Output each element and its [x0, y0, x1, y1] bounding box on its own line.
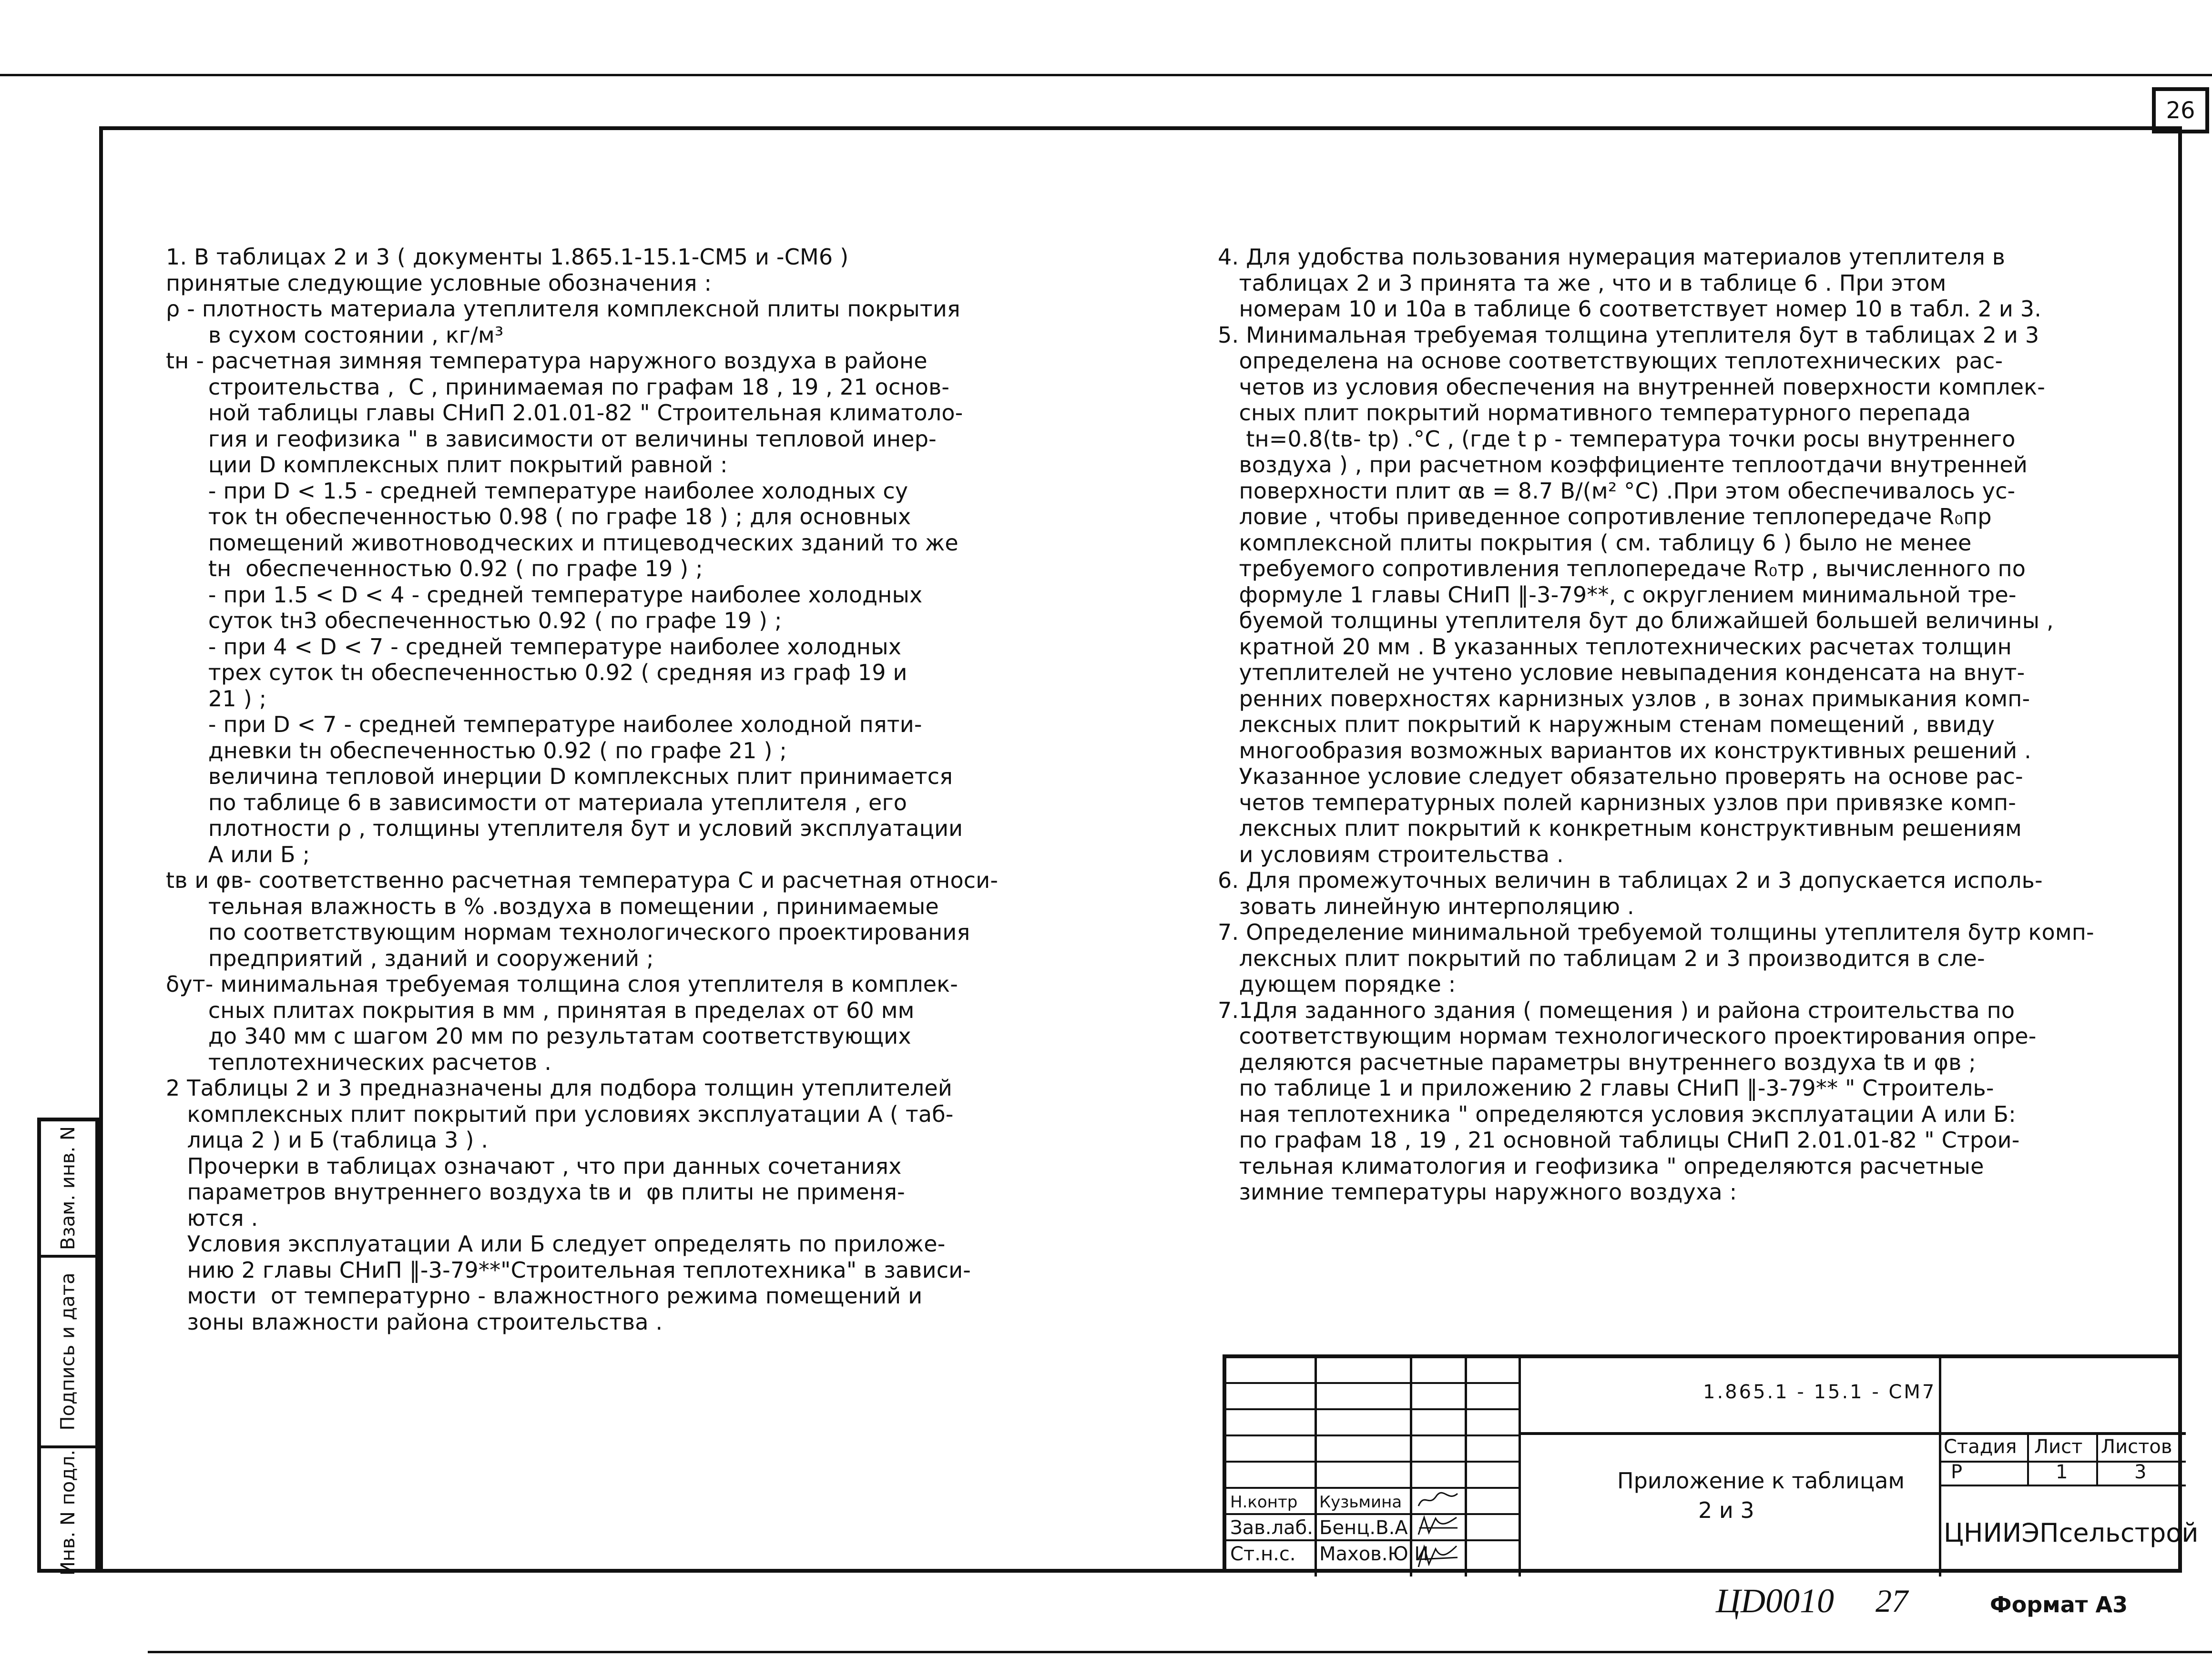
bottom-rule	[148, 1651, 2212, 1653]
right-note-line: 7. Определение минимальной требуемой толщины утеплителя δутр комп-	[1218, 919, 2094, 945]
right-note-line: tн=0.8(tв- tр) .°С , (где t р - температура точки росы внутреннего	[1218, 426, 2016, 452]
left-note-line: 1. В таблицах 2 и 3 ( документы 1.865.1-15.1-СМ5 и -СМ6 )	[166, 244, 849, 270]
left-note-line: δут- минимальная требуемая толщина слоя утеплителя в комплек-	[166, 971, 958, 997]
left-note-line: принятыe следующие условные обозначения :	[166, 270, 712, 296]
left-note-line: гия и геофизика " в зависимости от величины тепловой инер-	[166, 426, 937, 452]
role-stns: Ст.н.с.	[1230, 1543, 1296, 1565]
right-note-line: формуле 1 главы СНиП ‖-3-79**, с округлением минимальной тре-	[1218, 581, 2017, 608]
right-note-line: зимние температуры наружного воздуха :	[1218, 1179, 1737, 1205]
organization: ЦНИИЭПсельстрой	[1944, 1518, 2199, 1548]
side-label-vzam: Взам. инв. N	[57, 1126, 79, 1250]
side-cell-vzam	[41, 1121, 95, 1255]
left-note-line: ются .	[166, 1205, 258, 1231]
right-note-line: ная теплотехника " определяются условия эксплуатации А или Б:	[1218, 1101, 2016, 1127]
left-note-line: нию 2 главы СНиП ‖-3-79**"Строительная теплотехника" в зависи-	[166, 1257, 971, 1283]
signature-3	[1415, 1540, 1462, 1574]
left-note-line: ной таблицы главы СНиП 2.01.01-82 " Строительная климатоло-	[166, 400, 963, 426]
left-note-line: по таблице 6 в зависимости от материала утеплителя , его	[166, 789, 907, 815]
left-note-line: дневки tн обеспеченностью 0.92 ( по графе 21 ) ;	[166, 737, 787, 763]
side-cell-podpis	[41, 1255, 95, 1445]
right-note-line: таблицах 2 и 3 принята та же , что и в таблице 6 . При этом	[1218, 270, 1947, 296]
left-note-line: теплотехнических расчетов .	[166, 1049, 552, 1075]
right-note-line: определена на основе соответствующих теплотехнических рас-	[1218, 348, 2003, 374]
right-note-line: по таблице 1 и приложению 2 главы СНиП ‖-3-79** " Строитель-	[1218, 1075, 1994, 1101]
right-note-line: комплексной плиты покрытия ( см. таблицу 6 ) было не менее	[1218, 529, 1972, 556]
signature-1	[1415, 1488, 1462, 1512]
paper-format: Формат А3	[1990, 1592, 2128, 1617]
left-note-line: тельная влажность в % .воздуха в помещении , принимаемые	[166, 893, 939, 919]
left-note-line: tв и φв- соответственно расчетная температура С и расчетная относи-	[166, 867, 999, 893]
stamp-title-line1: Приложение к таблицам	[1617, 1468, 1905, 1494]
right-notes-column	[1218, 244, 2094, 1205]
side-cell-inv	[41, 1445, 95, 1577]
right-note-line: 7.1Для заданного здания ( помещения ) и района строительства по	[1218, 997, 2015, 1023]
sheet-value: 1	[2056, 1461, 2068, 1483]
right-note-line: четов температурных полей карнизных узлов при привязке комп-	[1218, 789, 2017, 815]
left-note-line: ρ - плотность материала утеплителя комплексной плиты покрытия	[166, 296, 960, 322]
archive-number: ЦD0010	[1716, 1582, 1834, 1620]
binding-strip	[37, 1118, 99, 1576]
left-note-line: величина тепловой инерции D комплексных плит принимается	[166, 763, 953, 789]
right-note-line: ловие , чтобы приведенное сопротивление теплопередаче R₀пр	[1218, 504, 1992, 529]
signature-2	[1415, 1514, 1462, 1538]
left-note-line: - при D < 7 - средней температуре наиболее холодной пяти-	[166, 712, 922, 737]
side-label-inv: Инв. N подл.	[57, 1449, 79, 1576]
left-note-line: - при D < 1.5 - средней температуре наиболее холодных су	[166, 478, 908, 504]
left-note-line: - при 1.5 < D < 4 - средней температуре наиболее холодных	[166, 581, 923, 608]
right-note-line: зовать линейную интерполяцию .	[1218, 893, 1634, 919]
right-note-line: воздуха ) , при расчетном коэффициенте теплоотдачи внутренней	[1218, 452, 2028, 478]
left-note-line: 2 Таблицы 2 и 3 предназначены для подбора толщин утеплителей	[166, 1075, 952, 1101]
left-notes-column	[166, 244, 998, 1335]
right-note-line: номерам 10 и 10а в таблице 6 соответствует номер 10 в табл. 2 и 3.	[1218, 296, 2042, 322]
right-note-line: Указанное условие следует обязательно проверять на основе рас-	[1218, 763, 2023, 789]
top-rule	[0, 74, 2212, 76]
stage-header: Стадия	[1944, 1436, 2017, 1458]
sheets-header: Листов	[2101, 1436, 2172, 1458]
left-note-line: комплексных плит покрытий при условиях эксплуатации А ( таб-	[166, 1101, 954, 1127]
right-note-line: лексных плит покрытий к конкретным конструктивным решениям	[1218, 815, 2022, 841]
right-note-line: буемой толщины утеплителя δут до ближайшей большей величины ,	[1218, 608, 2054, 633]
right-note-line: кратной 20 мм . В указанных теплотехнических расчетах толщин	[1218, 633, 2012, 660]
right-note-line: деляются расчетные параметры внутреннего воздуха tв и φв ;	[1218, 1049, 1976, 1075]
left-note-line: Условия эксплуатации А или Б следует определять по приложе-	[166, 1231, 946, 1257]
left-note-line: помещений животноводческих и птицеводческих зданий то же	[166, 529, 958, 556]
sheet-header: Лист	[2034, 1436, 2083, 1458]
sheets-value: 3	[2134, 1461, 2147, 1483]
left-note-line: А или Б ;	[166, 841, 310, 867]
side-label-podpis: Подпись и дата	[57, 1272, 80, 1431]
left-note-line: Прочерки в таблицах означают , что при данных сочетаниях	[166, 1153, 902, 1179]
right-note-line: поверхности плит αв = 8.7 В/(м² °С) .При этом обеспечивалось ус-	[1218, 478, 2016, 504]
right-note-line: соответствующим нормам технологического проектирования опре-	[1218, 1023, 2037, 1049]
name-zavlab: Бенц.В.А	[1319, 1517, 1408, 1539]
stage-value: Р	[1951, 1461, 1963, 1483]
page-number-handwritten: 27	[1876, 1583, 1908, 1619]
left-note-line: лица 2 ) и Б (таблица 3 ) .	[166, 1127, 489, 1153]
left-note-line: параметров внутреннего воздуха tв и φв плиты не применя-	[166, 1179, 905, 1205]
right-note-line: лексных плит покрытий по таблицам 2 и 3 производится в сле-	[1218, 945, 1985, 971]
left-note-line: предприятий , зданий и сооружений ;	[166, 945, 654, 971]
left-note-line: - при 4 < D < 7 - средней температуре наиболее холодных	[166, 633, 902, 660]
right-note-line: ренних поверхностях карнизных узлов , в зонах примыкания комп-	[1218, 685, 2030, 712]
stamp-title-line2: 2 и 3	[1698, 1497, 1754, 1523]
left-note-line: tн обеспеченностью 0.92 ( по графе 19 ) ;	[166, 556, 703, 581]
right-note-line: утеплителей не учтено условие невыпадения конденсата на внут-	[1218, 660, 2025, 685]
sheet-number: 26	[2166, 97, 2195, 124]
right-note-line: 4. Для удобства пользования нумерация материалов утеплителя в	[1218, 244, 2006, 270]
right-note-line: 6. Для промежуточных величин в таблицах 2 и 3 допускается исполь-	[1218, 867, 2043, 893]
left-note-line: до 340 мм с шагом 20 мм по результатам соответствующих	[166, 1023, 911, 1049]
right-note-line: 5. Минимальная требуемая толщина утеплителя δут в таблицах 2 и 3	[1218, 322, 2039, 348]
right-note-line: и условиям строительства .	[1218, 841, 1564, 867]
left-note-line: в сухом состоянии , кг/м³	[166, 322, 504, 348]
role-zavlab: Зав.лаб.	[1230, 1517, 1313, 1539]
right-note-line: лексных плит покрытий к наружным стенам помещений , ввиду	[1218, 712, 1995, 737]
doc-code: 1.865.1 - 15.1 - СМ7	[1703, 1381, 1937, 1403]
right-note-line: четов из условия обеспечения на внутренней поверхности комплек-	[1218, 374, 2045, 400]
right-note-line: требуемого сопротивления теплопередаче R₀тр , вычисленного по	[1218, 556, 2026, 581]
right-note-line: тельная климатология и геофизика " определяются расчетные	[1218, 1153, 1984, 1179]
name-stns: Махов.Ю.И	[1319, 1543, 1429, 1565]
left-note-line: трех суток tн обеспеченностью 0.92 ( средняя из граф 19 и	[166, 660, 907, 685]
left-note-line: по соответствующим нормам технологического проектирования	[166, 919, 970, 945]
left-note-line: tн - расчетная зимняя температура наружного воздуха в районе	[166, 348, 928, 374]
left-note-line: 21 ) ;	[166, 685, 267, 712]
left-note-line: ток tн обеспеченностью 0.98 ( по графе 18 ) ; для основных	[166, 504, 911, 529]
right-note-line: многообразия возможных вариантов их конструктивных решений .	[1218, 737, 2031, 763]
right-note-line: по графам 18 , 19 , 21 основной таблицы СНиП 2.01.01-82 " Строи-	[1218, 1127, 2020, 1153]
left-note-line: строительства , С , принимаемая по графам 18 , 19 , 21 основ-	[166, 374, 950, 400]
right-note-line: дующем порядке :	[1218, 971, 1456, 997]
left-note-line: суток tн3 обеспеченностью 0.92 ( по графе 19 ) ;	[166, 608, 782, 633]
role-nkontr: Н.контр	[1230, 1493, 1298, 1512]
left-note-line: ции D комплексных плит покрытий равной :	[166, 452, 728, 478]
name-nkontr: Кузьмина	[1319, 1493, 1402, 1512]
left-note-line: сных плитах покрытия в мм , принятая в пределах от 60 мм	[166, 997, 915, 1023]
right-note-line: сных плит покрытий нормативного температурного перепада	[1218, 400, 1971, 426]
left-note-line: мости от температурно - влажностного режима помещений и	[166, 1283, 923, 1309]
title-block	[1223, 1354, 2199, 1573]
left-note-line: зоны влажности района строительства .	[166, 1309, 663, 1335]
left-note-line: плотности ρ , толщины утеплителя δут и условий эксплуатации	[166, 815, 963, 841]
